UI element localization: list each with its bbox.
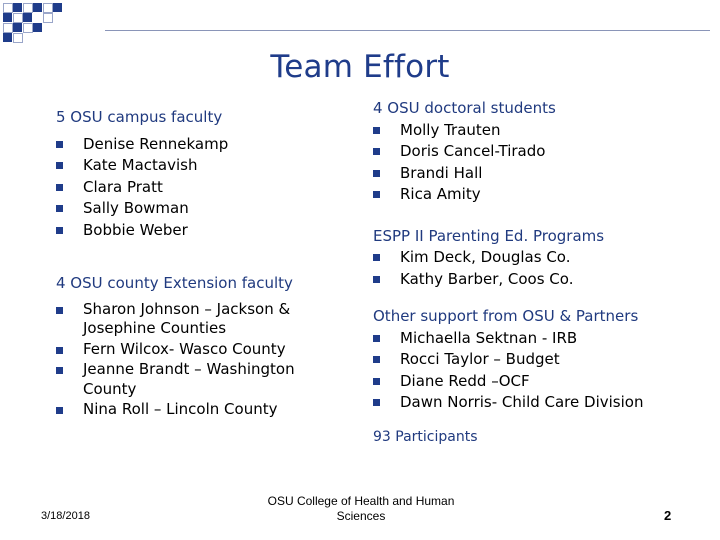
extension-faculty-list [56,300,346,420]
espp-list [373,247,703,290]
extension-faculty-heading: 4 OSU county Extension faculty [56,274,293,292]
bullet-icon [56,162,63,169]
campus-faculty-list [56,134,346,242]
list-item: Denise Rennekamp [56,134,346,156]
bullet-icon [56,407,63,414]
bullet-icon [373,356,380,363]
page-number: 2 [664,508,672,523]
right-column [373,98,703,448]
bullet-icon [373,191,380,198]
list-item: Doris Cancel-Tirado [373,141,703,163]
bullet-icon [373,127,380,134]
bullet-icon [56,347,63,354]
list-item: Rica Amity [373,184,703,206]
espp-heading: ESPP II Parenting Ed. Programs [373,226,605,245]
list-item: Kate Mactavish [56,155,346,177]
list-item: Jeanne Brandt – Washington County [56,360,346,399]
list-item: Clara Pratt [56,177,346,199]
bullet-icon [373,170,380,177]
participants-count: 93 Participants [373,428,478,445]
list-item: Dawn Norris- Child Care Division [373,392,703,414]
bullet-icon [56,205,63,212]
bullet-icon [56,227,63,234]
bullet-icon [56,367,63,374]
footer-institution: OSU College of Health and Human Sciences [267,494,455,523]
list-item: Bobbie Weber [56,220,346,242]
bullet-icon [373,335,380,342]
list-item: Kim Deck, Douglas Co. [373,247,703,269]
bullet-icon [373,148,380,155]
list-item: Nina Roll – Lincoln County [56,400,346,420]
list-item: Michaella Sektnan - IRB [373,328,703,350]
support-heading: Other support from OSU & Partners [373,307,639,325]
list-item: Sharon Johnson – Jackson & Josephine Counties [56,300,346,339]
list-item: Molly Trauten [373,120,703,142]
doctoral-heading: 4 OSU doctoral students [373,99,556,117]
list-item: Kathy Barber, Coos Co. [373,269,703,291]
list-item: Diane Redd –OCF [373,371,703,393]
list-item: Sally Bowman [56,198,346,220]
bullet-icon [373,254,380,261]
bullet-icon [373,378,380,385]
left-column [56,107,346,241]
list-item: Brandi Hall [373,163,703,185]
footer-date: 3/18/2018 [41,510,90,522]
campus-faculty-heading: 5 OSU campus faculty [56,108,223,126]
left-column-extension [56,273,346,420]
list-item: Fern Wilcox- Wasco County [56,340,346,360]
header-rule [105,30,710,31]
slide-title: Team Effort [270,49,450,85]
bullet-icon [56,307,63,314]
list-item: Rocci Taylor – Budget [373,349,703,371]
doctoral-list [373,120,703,206]
bullet-icon [373,399,380,406]
bullet-icon [56,141,63,148]
bullet-icon [373,276,380,283]
bullet-icon [56,184,63,191]
support-list [373,328,703,414]
